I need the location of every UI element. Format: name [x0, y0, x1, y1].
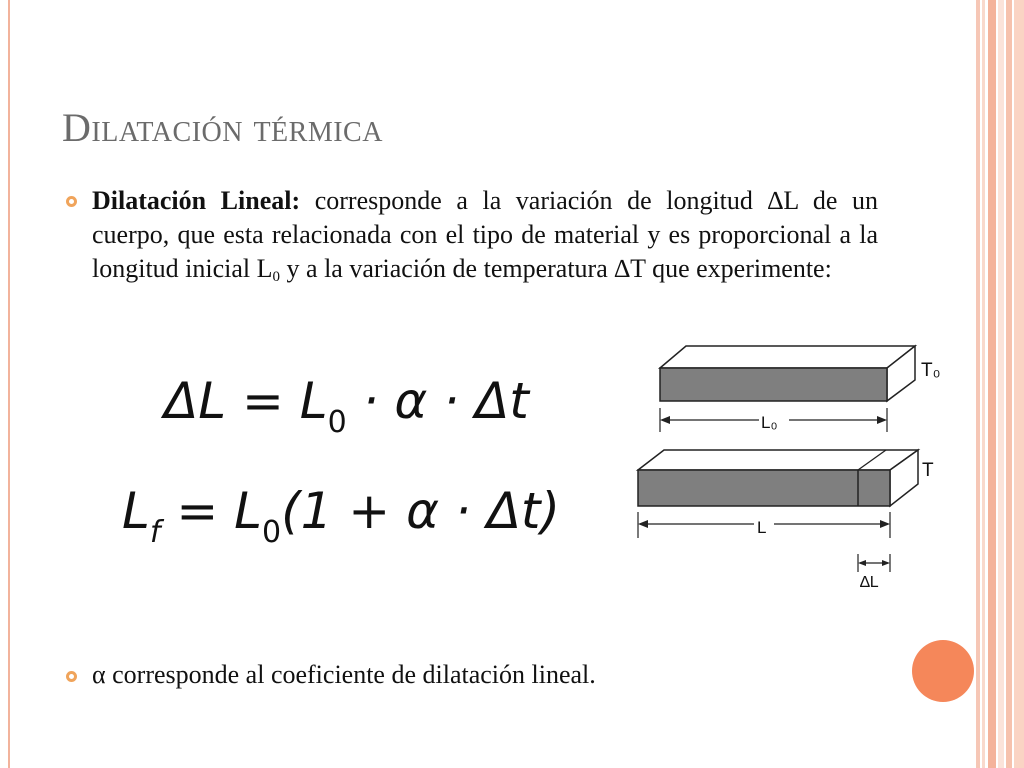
dl-arrowhead-left [858, 560, 866, 566]
l0-arrowhead-right [877, 416, 887, 424]
formula-final-length [122, 482, 561, 550]
paragraph-text-b: y a la variación de temperatura ∆T que experimente: [280, 254, 832, 283]
formula2-lsub: f [149, 515, 161, 550]
l0-label: L₀ [761, 413, 778, 432]
left-border-line [8, 0, 10, 768]
formula-delta-l [164, 372, 529, 440]
subscript-zero: 0 [272, 269, 281, 285]
dl-label: ∆L [860, 574, 879, 591]
bar1-front-face [660, 368, 887, 401]
text-overlap-mask [300, 313, 890, 336]
l-arrowhead-right [880, 520, 890, 528]
term-label: Dilatación Lineal: [92, 186, 301, 215]
bullet-marker [66, 196, 77, 207]
formula1-rhs: · α · Δt [346, 372, 529, 430]
formula2-l: L [122, 482, 150, 540]
formula2-midsub: 0 [261, 515, 282, 550]
decorative-circle [912, 640, 974, 702]
bar1-top-face [660, 346, 915, 368]
formula2-rhs: (1 + α · Δt) [281, 482, 561, 540]
expansion-diagram [630, 340, 960, 600]
bar1-temp-label: T₀ [921, 360, 941, 381]
slide-title: Dilatación térmica [62, 105, 383, 150]
l-label: L [757, 518, 767, 537]
bar2-top-face [638, 450, 918, 470]
formula1-lhs: ΔL = L [164, 372, 328, 430]
bullet-marker [66, 671, 77, 682]
formula1-sub: 0 [327, 405, 347, 440]
l0-arrowhead-left [660, 416, 670, 424]
decorative-stripes [976, 0, 1024, 768]
bullet-paragraph [92, 184, 878, 286]
l-arrowhead-left [638, 520, 648, 528]
bar2-temp-label: T [922, 460, 934, 481]
dl-arrowhead-right [882, 560, 890, 566]
bar2-front-face [638, 470, 890, 506]
paragraph-text-a: corresponde a la variación de longitud ∆L de un cuerpo, que esta relacionada con el tipo de material y es proporcional a la longitud inicial L [92, 186, 878, 283]
bullet-coefficient: α corresponde al coeficiente de dilatación lineal. [92, 660, 596, 689]
formula2-mid: = L [160, 482, 262, 540]
